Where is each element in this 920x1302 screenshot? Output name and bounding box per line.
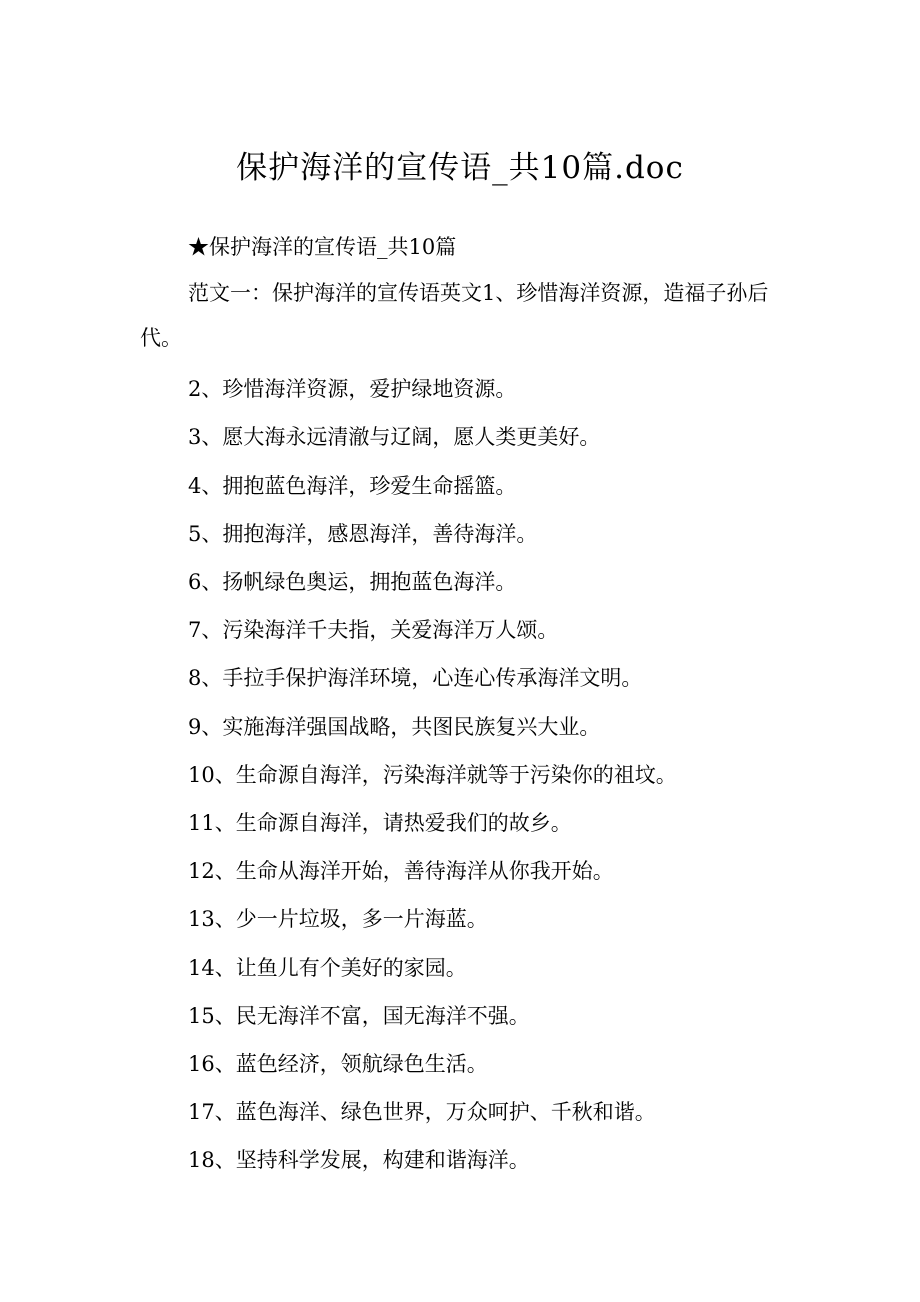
list-item: 9、实施海洋强国战略，共图民族复兴大业。 [188,714,601,739]
list-item: 8、手拉手保护海洋环境，心连心传承海洋文明。 [188,666,643,691]
list-item: 3、愿大海永远清澈与辽阔，愿人类更美好。 [188,425,601,450]
paragraph-sample-intro: 范文一：保护海洋的宣传语英文1、珍惜海洋资源，造福子孙后代。 [140,281,769,351]
list-item: 14、让鱼儿有个美好的家园。 [188,955,467,980]
list-item: 10、生命源自海洋，污染海洋就等于污染你的祖坟。 [188,762,677,787]
list-item: 13、少一片垃圾，多一片海蓝。 [188,907,488,932]
list-item: 16、蓝色经济，领航绿色生活。 [188,1052,488,1077]
document-body [140,223,782,1185]
list-item: 11、生命源自海洋，请热爱我们的故乡。 [188,811,572,836]
list-item: 7、污染海洋千夫指，关爱海洋万人颂。 [188,618,559,643]
list-item: 17、蓝色海洋、绿色世界，万众呵护、千秋和谐。 [188,1100,656,1125]
paragraph-heading: ★保护海洋的宣传语_共10篇 [188,235,457,259]
list-item: 15、民无海洋不富，国无海洋不强。 [188,1003,530,1028]
list-item: 5、拥抱海洋，感恩海洋，善待海洋。 [188,521,538,546]
list-item: 18、坚持科学发展，构建和谐海洋。 [188,1148,530,1173]
list-item: 2、珍惜海洋资源，爱护绿地资源。 [188,377,517,402]
list-item: 4、拥抱蓝色海洋，珍爱生命摇篮。 [188,473,517,498]
document-title: 保护海洋的宣传语_共10篇.doc [236,150,684,186]
list-item: 6、扬帆绿色奥运，拥抱蓝色海洋。 [188,570,517,595]
list-item: 12、生命从海洋开始，善待海洋从你我开始。 [188,859,614,884]
